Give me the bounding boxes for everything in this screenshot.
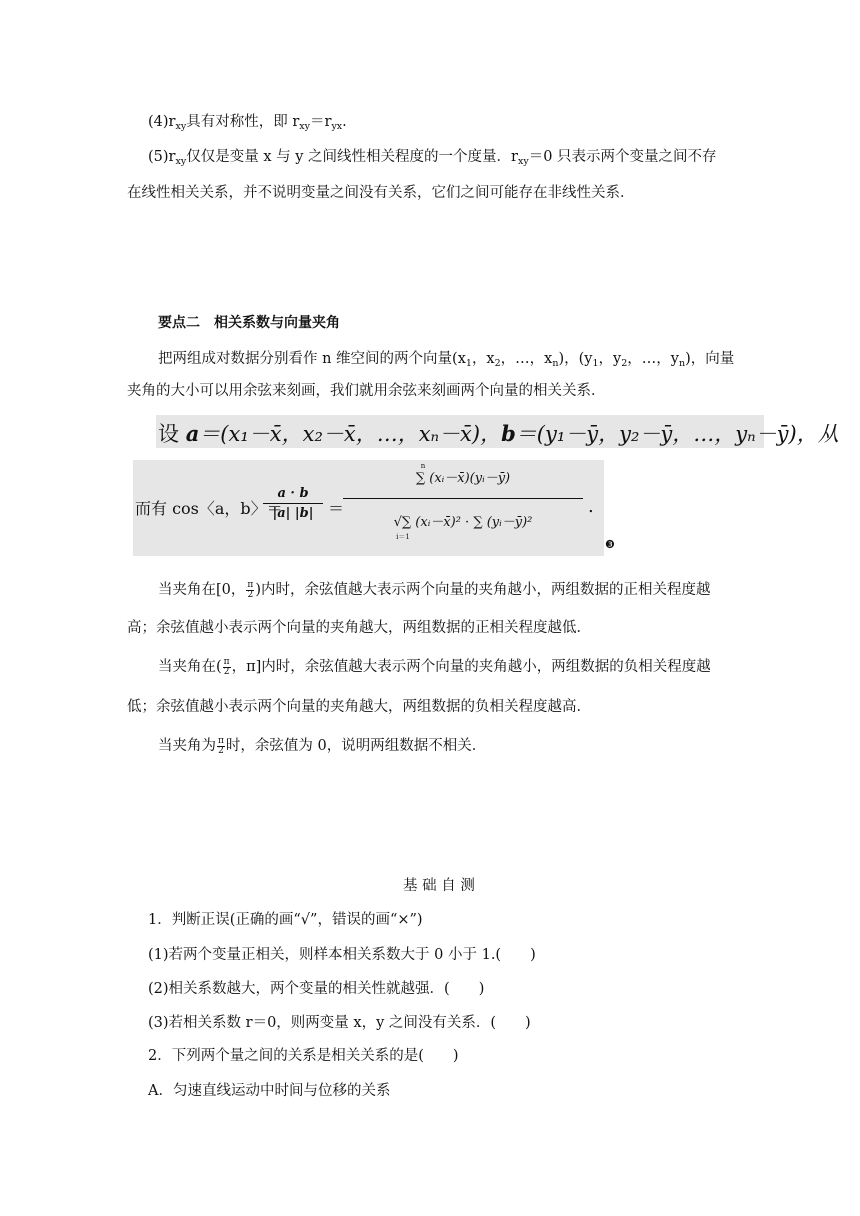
item-4: $(4)r_{xy}$具有对称性，即 $r_{xy}=r_{yx}$. [148,114,347,132]
item-5-line1: $(5)r_{xy}$仅仅是变量 x 与 y 之间线性相关程度的一个度量．$r_{xy}=0$ 只表示两个变量之间不存 [148,149,717,167]
question-2: 2．下列两个量之间的关系是相关关系的是( ) [148,1048,459,1064]
formula-box-top [156,415,839,448]
formula-box-bottom [133,460,604,556]
paragraph-angle-negative-line2: 低；余弦值越小表示两个向量的夹角越大，两组数据的负相关程度越高． [127,699,591,715]
note-marker: ❸ [605,538,615,551]
formula-equals: ＝ [328,499,345,518]
question-1: 1．判断正误(正确的画“√”，错误的画“×”) [148,912,423,928]
paragraph-angle-positive-line1: 当夹角在[0， $\frac{\pi}{2}$ )内时，余弦值越大表示两个向量的夹角越小，两组数据的正相关程度越 [158,579,711,600]
formula-fraction-ab: a · b |a| |b| [263,486,323,521]
item-5-line2: 在线性相关关系，并不说明变量之间没有关系，它们之间可能存在非线性关系． [127,185,635,201]
fraction-pi-over-2: $\frac{\pi}{2}$ [218,735,224,756]
paragraph-angle-positive-line2: 高；余弦值越小表示两个向量的夹角越大，两组数据的正相关程度越低． [127,620,591,636]
question-2-option-a: A．匀速直线运动中时间与位移的关系 [148,1083,391,1099]
section-heading: 要点二 相关系数与向量夹角 [158,315,340,331]
formula-line1: 设 a＝(x₁－x̄，x₂－x̄，…，xₙ－x̄)，b＝(y₁－ȳ，y₂－ȳ，…，yₙ－ȳ)，从 [158,421,839,446]
fraction-pi-over-2: $\frac{\pi}{2}$ [223,656,230,677]
question-1-item-3: (3)若相关系数 r＝0，则两变量 x，y 之间没有关系．( ) [148,1015,531,1031]
formula-sum-fraction: n ∑ (xᵢ－x̄)(yᵢ－ȳ) √∑ (xᵢ－x̄)² · ∑ (yᵢ－ȳ)² i＝1 [343,462,583,541]
paragraph-vectors-line1: 把两组成对数据分别看作 n 维空间的两个向量($x_1$，$x_2$，…，$x_n$)，($y_1$，$y_2$，…，$y_n$)，向量 [158,351,735,369]
paragraph-vectors-line2: 夹角的大小可以用余弦来刻画，我们就用余弦来刻画两个向量的相关关系． [127,383,606,399]
formula-period: . [588,496,594,517]
question-1-item-1: (1)若两个变量正相关，则样本相关系数大于 0 小于 1.( ) [148,947,536,963]
question-1-item-2: (2)相关系数越大，两个变量的相关性就越强．( ) [148,981,485,997]
paragraph-angle-negative-line1: 当夹角在( $\frac{\pi}{2}$ ，π]内时，余弦值越大表示两个向量的夹角越小，两组数据的负相关程度越 [158,656,711,677]
self-test-title: 基 础 自 测 [403,878,475,894]
paragraph-angle-right: 当夹角为 $\frac{\pi}{2}$ 时，余弦值为 0，说明两组数据不相关． [158,735,487,756]
formula-lhs: 而有 cos〈a，b〉＝ [135,499,283,518]
fraction-pi-over-2: $\frac{\pi}{2}$ [247,579,254,600]
